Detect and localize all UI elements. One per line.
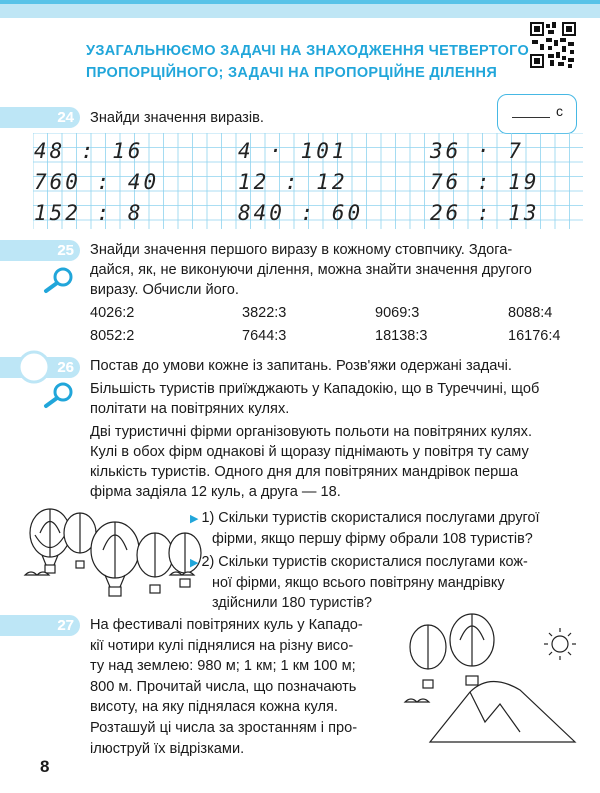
expr-24-r1-c3: 36 · 7 bbox=[430, 139, 524, 163]
task-27-line-3: ту над землею: 980 м; 1 км; 1 км 100 м; bbox=[90, 658, 356, 675]
arrow-icon: ▶ bbox=[190, 513, 202, 525]
task-25-badge bbox=[0, 240, 80, 261]
q1-line2: фірми, якщо першу фірму обрали 108 туристів? bbox=[212, 531, 533, 547]
task-26-question-1 bbox=[190, 508, 539, 549]
task-25-text bbox=[90, 240, 585, 300]
task-26-para2 bbox=[90, 422, 585, 502]
expr-25-r1-c4: 8088:4 bbox=[508, 305, 553, 321]
q2-line3: здійснили 180 туристів? bbox=[212, 595, 372, 611]
q2-line2: ної фірми, якщо всього повітряну мандрівку bbox=[212, 575, 505, 591]
task-26-para2-line1: Дві туристичні фірми організовують польоти на повітряних кулях. bbox=[90, 424, 533, 440]
timer-unit: с bbox=[556, 103, 563, 119]
q1-line1: 1) Скільки туристів скористалися послугами другої bbox=[201, 510, 540, 526]
magnifier-icon-2 bbox=[40, 381, 76, 409]
expr-25-r1-c3: 9069:3 bbox=[375, 305, 420, 321]
task-24-text: Знайди значення виразів. bbox=[90, 110, 264, 126]
expr-25-r2-c3: 18138:3 bbox=[375, 328, 428, 344]
task-26-number: 26 bbox=[57, 359, 74, 376]
expr-25-r2-c2: 7644:3 bbox=[242, 328, 287, 344]
header-line-1: УЗАГАЛЬНЮЄМО ЗАДАЧІ НА ЗНАХОДЖЕННЯ ЧЕТВЕРТОГО bbox=[86, 43, 530, 59]
expr-24-r3-c2: 840 : 60 bbox=[238, 201, 364, 225]
task-27-badge bbox=[0, 615, 80, 636]
timer-blank-line bbox=[512, 117, 550, 118]
task-27-line-2: кії чотири кулі піднялися на різну висо- bbox=[90, 637, 354, 654]
expr-24-r2-c2: 12 : 12 bbox=[238, 170, 348, 194]
task-27-line-5: висоту, на яку піднялася кожна куля. bbox=[90, 699, 338, 716]
circle-marker-icon bbox=[16, 350, 52, 384]
task-25-line-3: виразу. Обчисли його. bbox=[90, 282, 239, 298]
magnifier-icon bbox=[40, 266, 76, 294]
expr-24-r3-c3: 26 : 13 bbox=[430, 201, 540, 225]
expr-24-r2-c3: 76 : 19 bbox=[430, 170, 540, 194]
task-26-para2-line4: фірма задіяла 12 куль, а друга — 18. bbox=[90, 484, 341, 500]
task-26-para2-line3: кількість туристів. Одного дня для повітряних мандрівок перша bbox=[90, 464, 519, 480]
q2-line1: 2) Скільки туристів скористалися послугами кож- bbox=[201, 554, 528, 570]
task-27-line-7: ілюструй їх відрізками. bbox=[90, 740, 245, 757]
task-25-line-1: Знайди значення першого виразу в кожному стовпчику. Здога- bbox=[90, 242, 513, 258]
balloons-mountain-illustration bbox=[400, 612, 590, 752]
task-27-number: 27 bbox=[57, 617, 74, 634]
page-number: 8 bbox=[40, 757, 50, 776]
task-27-text bbox=[90, 615, 400, 759]
section-header bbox=[86, 40, 530, 88]
expr-24-r3-c1: 152 : 8 bbox=[34, 201, 144, 225]
hot-air-balloons-illustration bbox=[20, 505, 210, 605]
expr-25-r1-c1: 4026:2 bbox=[90, 305, 135, 321]
task-26-question-2 bbox=[190, 552, 528, 613]
timer-box[interactable] bbox=[497, 94, 577, 134]
task-25-line-2: дайся, як, не виконуючи ділення, можна знайти значення другого bbox=[90, 262, 532, 278]
task-26-intro: Постав до умови кожне із запитань. Розв'яжи одержані задачі. bbox=[90, 358, 512, 374]
expr-24-r2-c1: 760 : 40 bbox=[34, 170, 160, 194]
task-25-number: 25 bbox=[57, 242, 74, 259]
task-26-para1 bbox=[90, 379, 585, 419]
task-26-para1-line1: Більшість туристів приїжджають у Кападокію, що в Туреччині, щоб bbox=[90, 381, 540, 397]
top-color-stripe bbox=[0, 0, 600, 4]
expr-25-r1-c2: 3822:3 bbox=[242, 305, 287, 321]
arrow-icon-2: ▶ bbox=[190, 557, 202, 569]
task-27-line-6: Розташуй ці числа за зростанням і про- bbox=[90, 719, 358, 736]
expr-24-r1-c1: 48 : 16 bbox=[34, 139, 144, 163]
qr-code-icon[interactable] bbox=[530, 22, 576, 68]
expr-24-r1-c2: 4 · 101 bbox=[238, 139, 348, 163]
header-line-2: ПРОПОРЦІЙНОГО; ЗАДАЧІ НА ПРОПОРЦІЙНЕ ДІЛЕННЯ bbox=[86, 65, 498, 81]
task-24-badge bbox=[0, 107, 80, 128]
expr-25-r2-c1: 8052:2 bbox=[90, 328, 135, 344]
task-24-number: 24 bbox=[57, 109, 74, 126]
task-27-line-1: На фестивалі повітряних куль у Кападо- bbox=[90, 617, 363, 633]
task-27-line-4: 800 м. Прочитай числа, що позначають bbox=[90, 678, 357, 695]
task-26-para2-line2: Кулі в обох фірм однакові й щоразу піднімають у повітря ту саму bbox=[90, 444, 529, 460]
expr-25-r2-c4: 16176:4 bbox=[508, 328, 561, 344]
task-26-para1-line2: політати на повітряних кулях. bbox=[90, 401, 290, 417]
